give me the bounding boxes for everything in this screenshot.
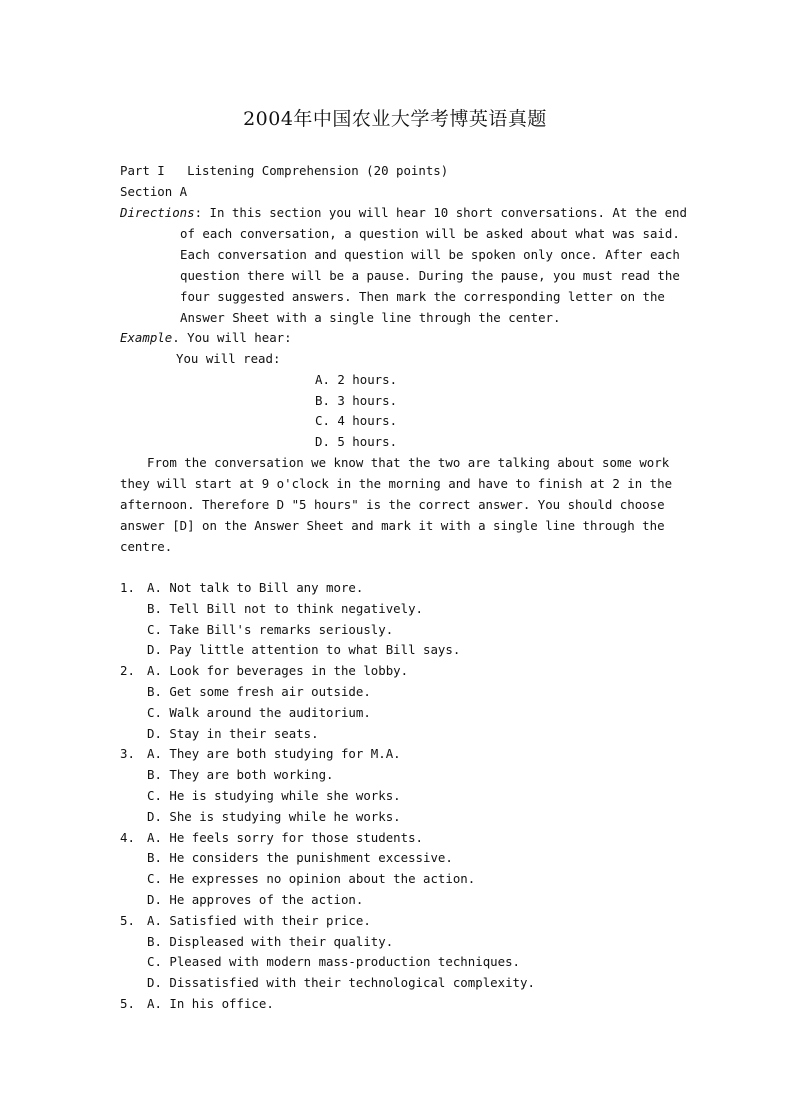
answer-option: A. Satisfied with their price. — [147, 913, 371, 928]
answer-option: B. Get some fresh air outside. — [147, 684, 371, 699]
example-explanation: afternoon. Therefore D "5 hours" is the correct answer. You should choose — [120, 497, 665, 512]
answer-option: C. He expresses no opinion about the action. — [147, 871, 476, 886]
answer-option: C. Pleased with modern mass-production techniques. — [147, 954, 520, 969]
answer-option: B. He considers the punishment excessive. — [147, 850, 453, 865]
directions-line: Each conversation and question will be spoken only once. After each — [180, 247, 680, 262]
example-read: You will read: — [176, 351, 281, 366]
answer-option: D. She is studying while he works. — [147, 809, 401, 824]
example-option: A. 2 hours. — [315, 372, 398, 387]
answer-option: B. They are both working. — [147, 767, 334, 782]
answer-option: C. Walk around the auditorium. — [147, 705, 371, 720]
answer-option: B. Displeased with their quality. — [147, 934, 394, 949]
answer-option: A. Look for beverages in the lobby. — [147, 663, 409, 678]
directions-line: Answer Sheet with a single line through the center. — [180, 310, 561, 325]
section-heading: Section A — [120, 184, 188, 199]
question-number: 5. — [120, 913, 135, 928]
question-number: 5. — [120, 996, 135, 1011]
answer-option: D. Stay in their seats. — [147, 726, 319, 741]
question-number: 2. — [120, 663, 135, 678]
question-number: 4. — [120, 830, 135, 845]
answer-option: C. He is studying while she works. — [147, 788, 401, 803]
directions-text: : In this section you will hear 10 short conversations. At the end — [194, 205, 687, 220]
directions-line: question there will be a pause. During the pause, you must read the — [180, 268, 680, 283]
example-label: Example — [120, 330, 173, 345]
answer-option: D. Dissatisfied with their technological complexity. — [147, 975, 535, 990]
example-option: C. 4 hours. — [315, 413, 398, 428]
example-explanation: they will start at 9 o'clock in the morning and have to finish at 2 in the — [120, 476, 673, 491]
part-heading: Part I Listening Comprehension (20 points) — [120, 163, 449, 178]
example-explanation: answer [D] on the Answer Sheet and mark it with a single line through the — [120, 518, 665, 533]
answer-option: D. Pay little attention to what Bill says. — [147, 642, 461, 657]
question-number: 1. — [120, 580, 135, 595]
directions-label: Directions — [120, 205, 195, 220]
answer-option: A. He feels sorry for those students. — [147, 830, 424, 845]
answer-option: A. They are both studying for M.A. — [147, 746, 401, 761]
example-option: D. 5 hours. — [315, 434, 398, 449]
example-hear: . You will hear: — [172, 330, 292, 345]
answer-option: A. In his office. — [147, 996, 274, 1011]
example-hear-line — [120, 328, 292, 349]
page-title: 2004年中国农业大学考博英语真题 — [243, 108, 547, 130]
example-explanation: From the conversation we know that the two are talking about some work — [147, 455, 670, 470]
directions-line: four suggested answers. Then mark the corresponding letter on the — [180, 289, 665, 304]
answer-option: A. Not talk to Bill any more. — [147, 580, 364, 595]
directions-first-line — [120, 203, 687, 224]
answer-option: C. Take Bill's remarks seriously. — [147, 622, 394, 637]
answer-option: B. Tell Bill not to think negatively. — [147, 601, 424, 616]
answer-option: D. He approves of the action. — [147, 892, 364, 907]
directions-line: of each conversation, a question will be asked about what was said. — [180, 226, 680, 241]
example-option: B. 3 hours. — [315, 393, 398, 408]
example-explanation: centre. — [120, 539, 173, 554]
question-number: 3. — [120, 746, 135, 761]
